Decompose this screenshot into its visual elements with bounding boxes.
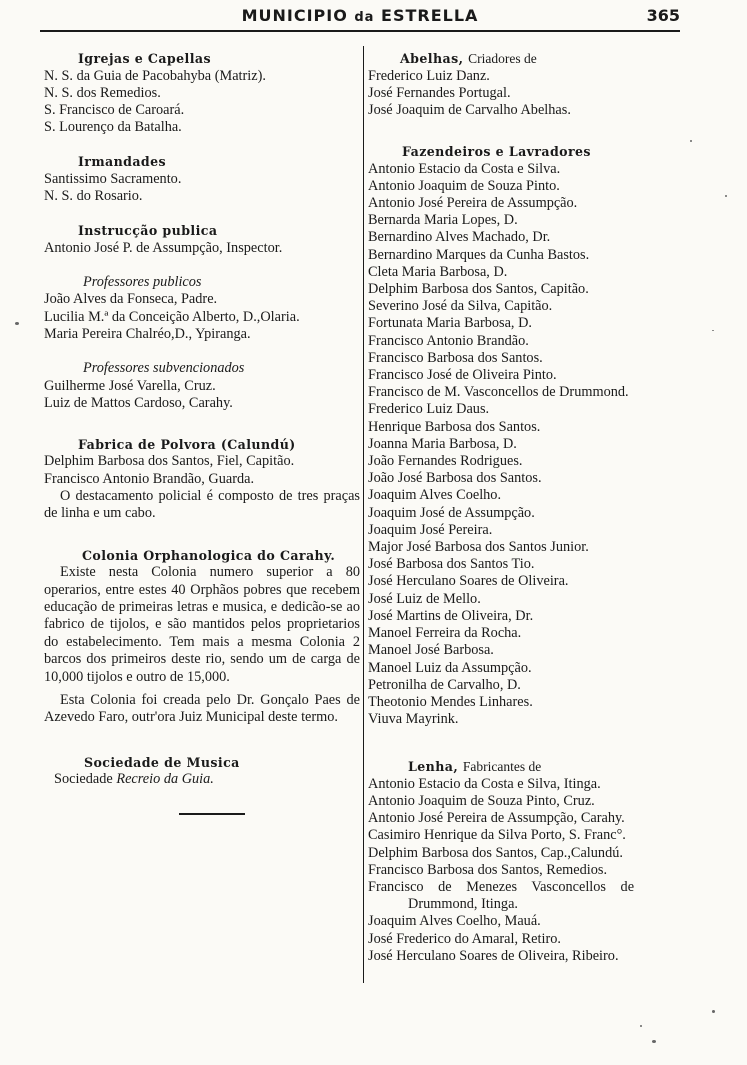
section-professores-publicos [44, 274, 360, 343]
scan-speck [640, 1025, 642, 1027]
list-item: Antonio José Pereira de Assumpção. [368, 195, 578, 212]
list-item: Bernardino Marques da Cunha Bastos. [368, 246, 590, 263]
list-item: José Herculano Soares de Oliveira, Ribeiro. [368, 947, 619, 964]
list-item: Viuva Mayrink. [368, 711, 459, 728]
list-item: Francisco de Menezes Vasconcellos de [368, 879, 635, 896]
list-item: Joaquim Alves Coelho, Mauá. [368, 913, 541, 930]
list-item: Delphim Barbosa dos Santos, Fiel, Capitão. [44, 453, 295, 470]
column-divider [363, 46, 364, 983]
section-irmandades [44, 153, 360, 205]
list-item: Antonio Joaquim de Souza Pinto, Cruz. [368, 793, 595, 810]
list-item: Francisco Barbosa dos Santos. [368, 349, 543, 366]
paragraph: Existe nesta Colonia numero superior a 80 operarios, entre estes 40 Orphãos pobres que recebem educação de primeiras letras e musica, e dedicão-se ao fabrico de tijolos, e são mantidos pelos proprietarios do estabelecimento. Tem mais a mesma Colonia 2 barcos dos primeiros deste rio, sendo um de carga de 10,000 tijolos e outro de 15,000. [44, 564, 360, 685]
list-item: Fortunata Maria Barbosa, D. [368, 315, 532, 332]
list-item: Antonio Estacio da Costa e Silva, Itinga. [368, 775, 601, 792]
list-item: José Fernandes Portugal. [368, 84, 511, 101]
paragraph: O destacamento policial é composto de tres praças de linha e um cabo. [44, 487, 360, 522]
list-item: José Joaquim de Carvalho Abelhas. [368, 101, 571, 118]
section-heading: Igrejas e Capellas [78, 51, 211, 66]
scan-speck [725, 195, 727, 197]
scan-speck [652, 1040, 656, 1043]
list-item: Luiz de Mattos Cardoso, Carahy. [44, 394, 233, 411]
list-item: Manoel Luiz da Assumpção. [368, 659, 532, 676]
list-item: Joaquim Alves Coelho. [368, 487, 502, 504]
list-item: Antonio José P. de Assumpção, Inspector. [44, 239, 283, 256]
list-item: Joaquim José de Assumpção. [368, 504, 535, 521]
list-item: Delphim Barbosa dos Santos, Capitão. [368, 281, 589, 298]
list-item: Maria Pereira Chalréo,D., Ypiranga. [44, 325, 251, 342]
list-item: Francisco de M. Vasconcellos de Drummond. [368, 384, 629, 401]
list-item: José Herculano Soares de Oliveira. [368, 573, 569, 590]
list-item: José Martins de Oliveira, Dr. [368, 607, 534, 624]
section-heading: Abelhas, Criadores de [400, 51, 537, 66]
list-item: Frederico Luiz Daus. [368, 401, 490, 418]
list-item: Drummond, Itinga. [408, 896, 518, 913]
list-item: Severino José da Silva, Capitão. [368, 298, 553, 315]
list-item: Manoel José Barbosa. [368, 642, 494, 659]
end-rule [179, 813, 245, 815]
section-fazendeiros [368, 143, 698, 728]
list-item: Sociedade Recreio da Guia. [54, 771, 214, 788]
list-item: Antonio José Pereira de Assumpção, Carahy. [368, 810, 625, 827]
section-fabrica [44, 436, 360, 523]
list-item: Francisco Antonio Brandão. [368, 332, 529, 349]
section-abelhas [368, 50, 698, 119]
section-heading: Irmandades [78, 154, 167, 170]
list-item: Joanna Maria Barbosa, D. [368, 435, 517, 452]
list-item: Francisco José de Oliveira Pinto. [368, 367, 557, 384]
list-item: João Alves da Fonseca, Padre. [44, 291, 218, 308]
list-item: N. S. do Rosario. [44, 188, 143, 205]
section-professores-subvencionados [44, 360, 360, 412]
right-column [368, 50, 698, 982]
paragraph: Esta Colonia foi creada pelo Dr. Gonçalo Paes de Azevedo Faro, outr'ora Juiz Municipal deste termo. [44, 692, 360, 726]
section-subheading: Professores subvencionados [83, 360, 245, 377]
list-item: Petronilha de Carvalho, D. [368, 676, 521, 693]
list-item: Bernarda Maria Lopes, D. [368, 212, 518, 229]
list-item: Major José Barbosa dos Santos Junior. [368, 539, 589, 556]
list-item: Casimiro Henrique da Silva Porto, S. Franc°. [368, 827, 626, 844]
page-title: MUNICIPIO da ESTRELLA [241, 6, 479, 25]
section-colonia [44, 547, 360, 727]
list-item: José Luiz de Mello. [368, 590, 481, 607]
list-item: Frederico Luiz Danz. [368, 67, 490, 84]
scan-speck [15, 322, 19, 325]
list-item: José Barbosa dos Santos Tio. [368, 556, 535, 573]
section-igrejas [44, 50, 360, 136]
list-item: João Fernandes Rodrigues. [368, 453, 523, 470]
list-item: Cleta Maria Barbosa, D. [368, 263, 508, 280]
list-item: José Frederico do Amaral, Retiro. [368, 930, 561, 947]
section-heading: Colonia Orphanologica do Carahy. [82, 547, 336, 563]
section-heading: Fabrica de Polvora (Calundú) [78, 436, 296, 452]
list-item: João José Barbosa dos Santos. [368, 470, 542, 487]
section-instrucao [44, 222, 360, 257]
header-rule [40, 30, 680, 32]
list-item: Theotonio Mendes Linhares. [368, 693, 533, 710]
list-item: Francisco Antonio Brandão, Guarda. [44, 470, 255, 487]
list-item: Henrique Barbosa dos Santos. [368, 418, 541, 435]
list-item: Antonio Estacio da Costa e Silva. [368, 160, 561, 177]
section-heading: Sociedade de Musica [84, 754, 240, 770]
section-lenha [368, 758, 698, 965]
list-item: Antonio Joaquim de Souza Pinto. [368, 177, 560, 194]
list-item: Francisco Barbosa dos Santos, Remedios. [368, 861, 608, 878]
list-item: N. S. da Guia de Pacobahyba (Matriz). [44, 67, 266, 84]
list-item: Manoel Ferreira da Rocha. [368, 625, 522, 642]
list-item: Joaquim José Pereira. [368, 521, 493, 538]
section-subheading: Professores publicos [83, 273, 202, 290]
list-item: S. Lourenço da Batalha. [44, 119, 182, 136]
scan-speck [712, 330, 714, 331]
list-item: Delphim Barbosa dos Santos, Cap.,Calundú. [368, 844, 623, 861]
section-heading: Instrucção publica [78, 223, 218, 239]
list-item: Lucilia M.ª da Conceição Alberto, D.,Olaria. [44, 308, 300, 325]
section-heading: Lenha, Fabricantes de [408, 759, 542, 775]
section-heading: Fazendeiros e Lavradores [402, 144, 591, 160]
running-head [40, 4, 680, 28]
left-column [44, 50, 360, 832]
list-item: S. Francisco de Caroará. [44, 101, 185, 118]
section-sociedade [44, 754, 360, 815]
list-item: Guilherme José Varella, Cruz. [44, 377, 216, 394]
list-item: N. S. dos Remedios. [44, 84, 161, 101]
page-number: 365 [646, 6, 680, 25]
scan-speck [712, 1010, 715, 1013]
list-item: Bernardino Alves Machado, Dr. [368, 229, 551, 246]
list-item: Santissimo Sacramento. [44, 170, 182, 187]
scan-speck [690, 140, 692, 142]
